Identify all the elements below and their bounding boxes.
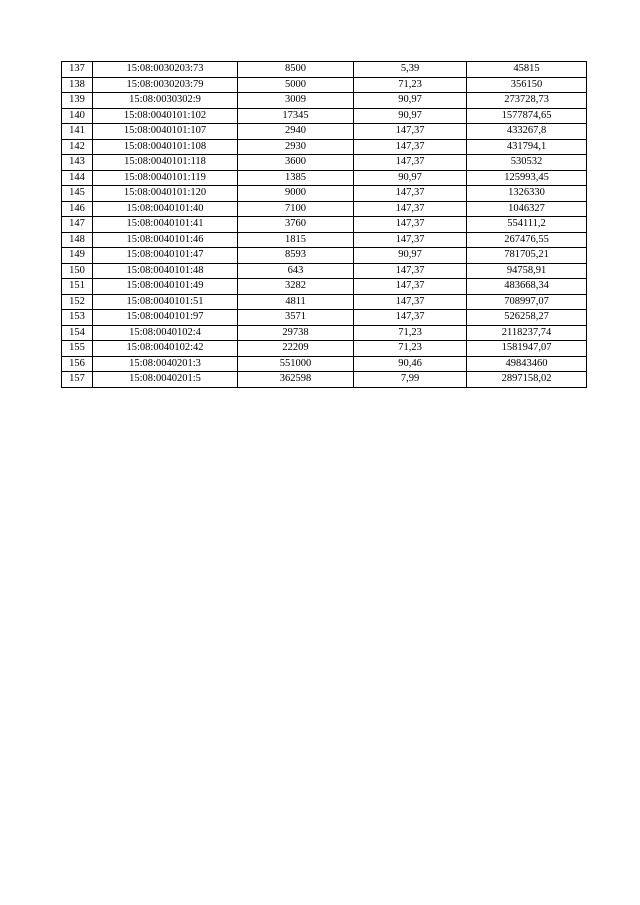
area-cell: 1815 (238, 232, 354, 248)
table-row (62, 263, 587, 279)
rate-cell: 147,37 (354, 186, 467, 202)
table-row (62, 124, 587, 140)
rate-cell: 90,46 (354, 356, 467, 372)
row-number-cell: 146 (62, 201, 93, 217)
value-cell: 431794,1 (467, 139, 587, 155)
value-cell: 273728,73 (467, 93, 587, 109)
table-row (62, 325, 587, 341)
value-cell: 526258,27 (467, 310, 587, 326)
table-row (62, 155, 587, 171)
table-row (62, 139, 587, 155)
area-cell: 9000 (238, 186, 354, 202)
cadastral-number-cell: 15:08:0040101:48 (93, 263, 238, 279)
row-number-cell: 143 (62, 155, 93, 171)
table-row (62, 201, 587, 217)
row-number-cell: 150 (62, 263, 93, 279)
value-cell: 554111,2 (467, 217, 587, 233)
cadastral-number-cell: 15:08:0040101:108 (93, 139, 238, 155)
cadastral-number-cell: 15:08:0040101:107 (93, 124, 238, 140)
row-number-cell: 149 (62, 248, 93, 264)
value-cell: 1581947,07 (467, 341, 587, 357)
rate-cell: 71,23 (354, 325, 467, 341)
cadastral-number-cell: 15:08:0040102:4 (93, 325, 238, 341)
rate-cell: 90,97 (354, 108, 467, 124)
table-row (62, 186, 587, 202)
value-cell: 45815 (467, 62, 587, 78)
table-row (62, 372, 587, 388)
value-cell: 267476,55 (467, 232, 587, 248)
table-row (62, 62, 587, 78)
value-cell: 433267,8 (467, 124, 587, 140)
rate-cell: 5,39 (354, 62, 467, 78)
value-cell: 1046327 (467, 201, 587, 217)
value-cell: 1326330 (467, 186, 587, 202)
table-row (62, 108, 587, 124)
rate-cell: 147,37 (354, 201, 467, 217)
area-cell: 17345 (238, 108, 354, 124)
area-cell: 3600 (238, 155, 354, 171)
row-number-cell: 138 (62, 77, 93, 93)
table-row (62, 232, 587, 248)
area-cell: 3282 (238, 279, 354, 295)
row-number-cell: 142 (62, 139, 93, 155)
value-cell: 2897158,02 (467, 372, 587, 388)
rate-cell: 147,37 (354, 279, 467, 295)
row-number-cell: 148 (62, 232, 93, 248)
row-number-cell: 139 (62, 93, 93, 109)
value-cell: 708997,07 (467, 294, 587, 310)
row-number-cell: 156 (62, 356, 93, 372)
value-cell: 94758,91 (467, 263, 587, 279)
rate-cell: 90,97 (354, 93, 467, 109)
cadastral-number-cell: 15:08:0030203:73 (93, 62, 238, 78)
rate-cell: 147,37 (354, 155, 467, 171)
table-row (62, 217, 587, 233)
row-number-cell: 154 (62, 325, 93, 341)
table-row (62, 170, 587, 186)
rate-cell: 147,37 (354, 139, 467, 155)
area-cell: 3571 (238, 310, 354, 326)
table-row (62, 93, 587, 109)
row-number-cell: 152 (62, 294, 93, 310)
row-number-cell: 144 (62, 170, 93, 186)
area-cell: 643 (238, 263, 354, 279)
row-number-cell: 137 (62, 62, 93, 78)
value-cell: 1577874,65 (467, 108, 587, 124)
cadastral-number-cell: 15:08:0040201:3 (93, 356, 238, 372)
cadastral-number-cell: 15:08:0040101:40 (93, 201, 238, 217)
cadastral-number-cell: 15:08:0030203:79 (93, 77, 238, 93)
area-cell: 22209 (238, 341, 354, 357)
value-cell: 483668,34 (467, 279, 587, 295)
rate-cell: 147,37 (354, 124, 467, 140)
row-number-cell: 153 (62, 310, 93, 326)
value-cell: 781705,21 (467, 248, 587, 264)
row-number-cell: 147 (62, 217, 93, 233)
area-cell: 3760 (238, 217, 354, 233)
area-cell: 8593 (238, 248, 354, 264)
row-number-cell: 157 (62, 372, 93, 388)
table-row (62, 310, 587, 326)
land-plots-table (61, 61, 587, 388)
cadastral-number-cell: 15:08:0040102:42 (93, 341, 238, 357)
area-cell: 29738 (238, 325, 354, 341)
value-cell: 49843460 (467, 356, 587, 372)
row-number-cell: 141 (62, 124, 93, 140)
area-cell: 4811 (238, 294, 354, 310)
row-number-cell: 155 (62, 341, 93, 357)
row-number-cell: 145 (62, 186, 93, 202)
cadastral-number-cell: 15:08:0040101:41 (93, 217, 238, 233)
rate-cell: 147,37 (354, 310, 467, 326)
cadastral-number-cell: 15:08:0040101:97 (93, 310, 238, 326)
rate-cell: 147,37 (354, 217, 467, 233)
value-cell: 125993,45 (467, 170, 587, 186)
value-cell: 2118237,74 (467, 325, 587, 341)
cadastral-number-cell: 15:08:0040101:47 (93, 248, 238, 264)
value-cell: 530532 (467, 155, 587, 171)
area-cell: 3009 (238, 93, 354, 109)
cadastral-number-cell: 15:08:0040101:46 (93, 232, 238, 248)
table-row (62, 248, 587, 264)
cadastral-number-cell: 15:08:0030302:9 (93, 93, 238, 109)
table-row (62, 77, 587, 93)
area-cell: 5000 (238, 77, 354, 93)
table-row (62, 341, 587, 357)
area-cell: 2940 (238, 124, 354, 140)
table-body (62, 62, 587, 388)
table-row (62, 356, 587, 372)
row-number-cell: 151 (62, 279, 93, 295)
cadastral-number-cell: 15:08:0040201:5 (93, 372, 238, 388)
rate-cell: 147,37 (354, 263, 467, 279)
rate-cell: 90,97 (354, 170, 467, 186)
row-number-cell: 140 (62, 108, 93, 124)
value-cell: 356150 (467, 77, 587, 93)
cadastral-number-cell: 15:08:0040101:51 (93, 294, 238, 310)
cadastral-number-cell: 15:08:0040101:118 (93, 155, 238, 171)
rate-cell: 147,37 (354, 294, 467, 310)
rate-cell: 71,23 (354, 341, 467, 357)
area-cell: 551000 (238, 356, 354, 372)
cadastral-number-cell: 15:08:0040101:49 (93, 279, 238, 295)
rate-cell: 7,99 (354, 372, 467, 388)
rate-cell: 71,23 (354, 77, 467, 93)
area-cell: 7100 (238, 201, 354, 217)
area-cell: 362598 (238, 372, 354, 388)
rate-cell: 147,37 (354, 232, 467, 248)
area-cell: 1385 (238, 170, 354, 186)
area-cell: 8500 (238, 62, 354, 78)
rate-cell: 90,97 (354, 248, 467, 264)
table-row (62, 279, 587, 295)
cadastral-number-cell: 15:08:0040101:120 (93, 186, 238, 202)
cadastral-number-cell: 15:08:0040101:119 (93, 170, 238, 186)
cadastral-number-cell: 15:08:0040101:102 (93, 108, 238, 124)
area-cell: 2930 (238, 139, 354, 155)
table-row (62, 294, 587, 310)
